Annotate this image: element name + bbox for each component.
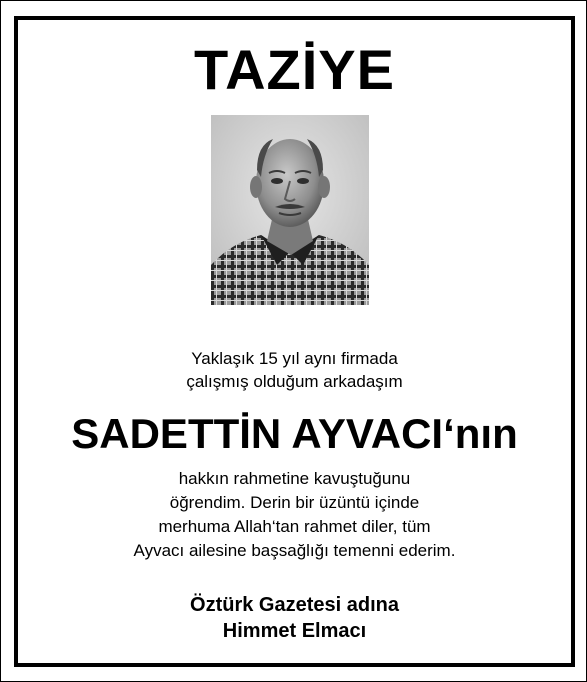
deceased-photo <box>211 115 369 305</box>
deceased-name: SADETTİN AYVACI <box>71 410 444 457</box>
signature-block <box>18 592 571 644</box>
message-line: öğrendim. Derin bir üzüntü içinde <box>169 493 420 512</box>
intro-line: Yaklaşık 15 yıl aynı firmada <box>191 349 398 368</box>
signature-organization: Öztürk Gazetesi adına <box>190 594 399 616</box>
deceased-name-heading <box>18 410 571 457</box>
signature-name: Himmet Elmacı <box>222 620 367 642</box>
intro-text <box>18 347 571 393</box>
name-suffix: ‘nın <box>443 410 518 457</box>
message-line: hakkın rahmetine kavuştuğunu <box>178 469 411 488</box>
condolence-message <box>18 467 571 563</box>
message-line: merhuma Allah‘tan rahmet diler, tüm <box>158 517 431 536</box>
condolence-notice <box>14 16 575 667</box>
notice-title: TAZİYE <box>194 38 395 101</box>
message-line: Ayvacı ailesine başsağlığı temenni ederim. <box>133 541 456 560</box>
intro-line: çalışmış olduğum arkadaşım <box>186 372 403 391</box>
